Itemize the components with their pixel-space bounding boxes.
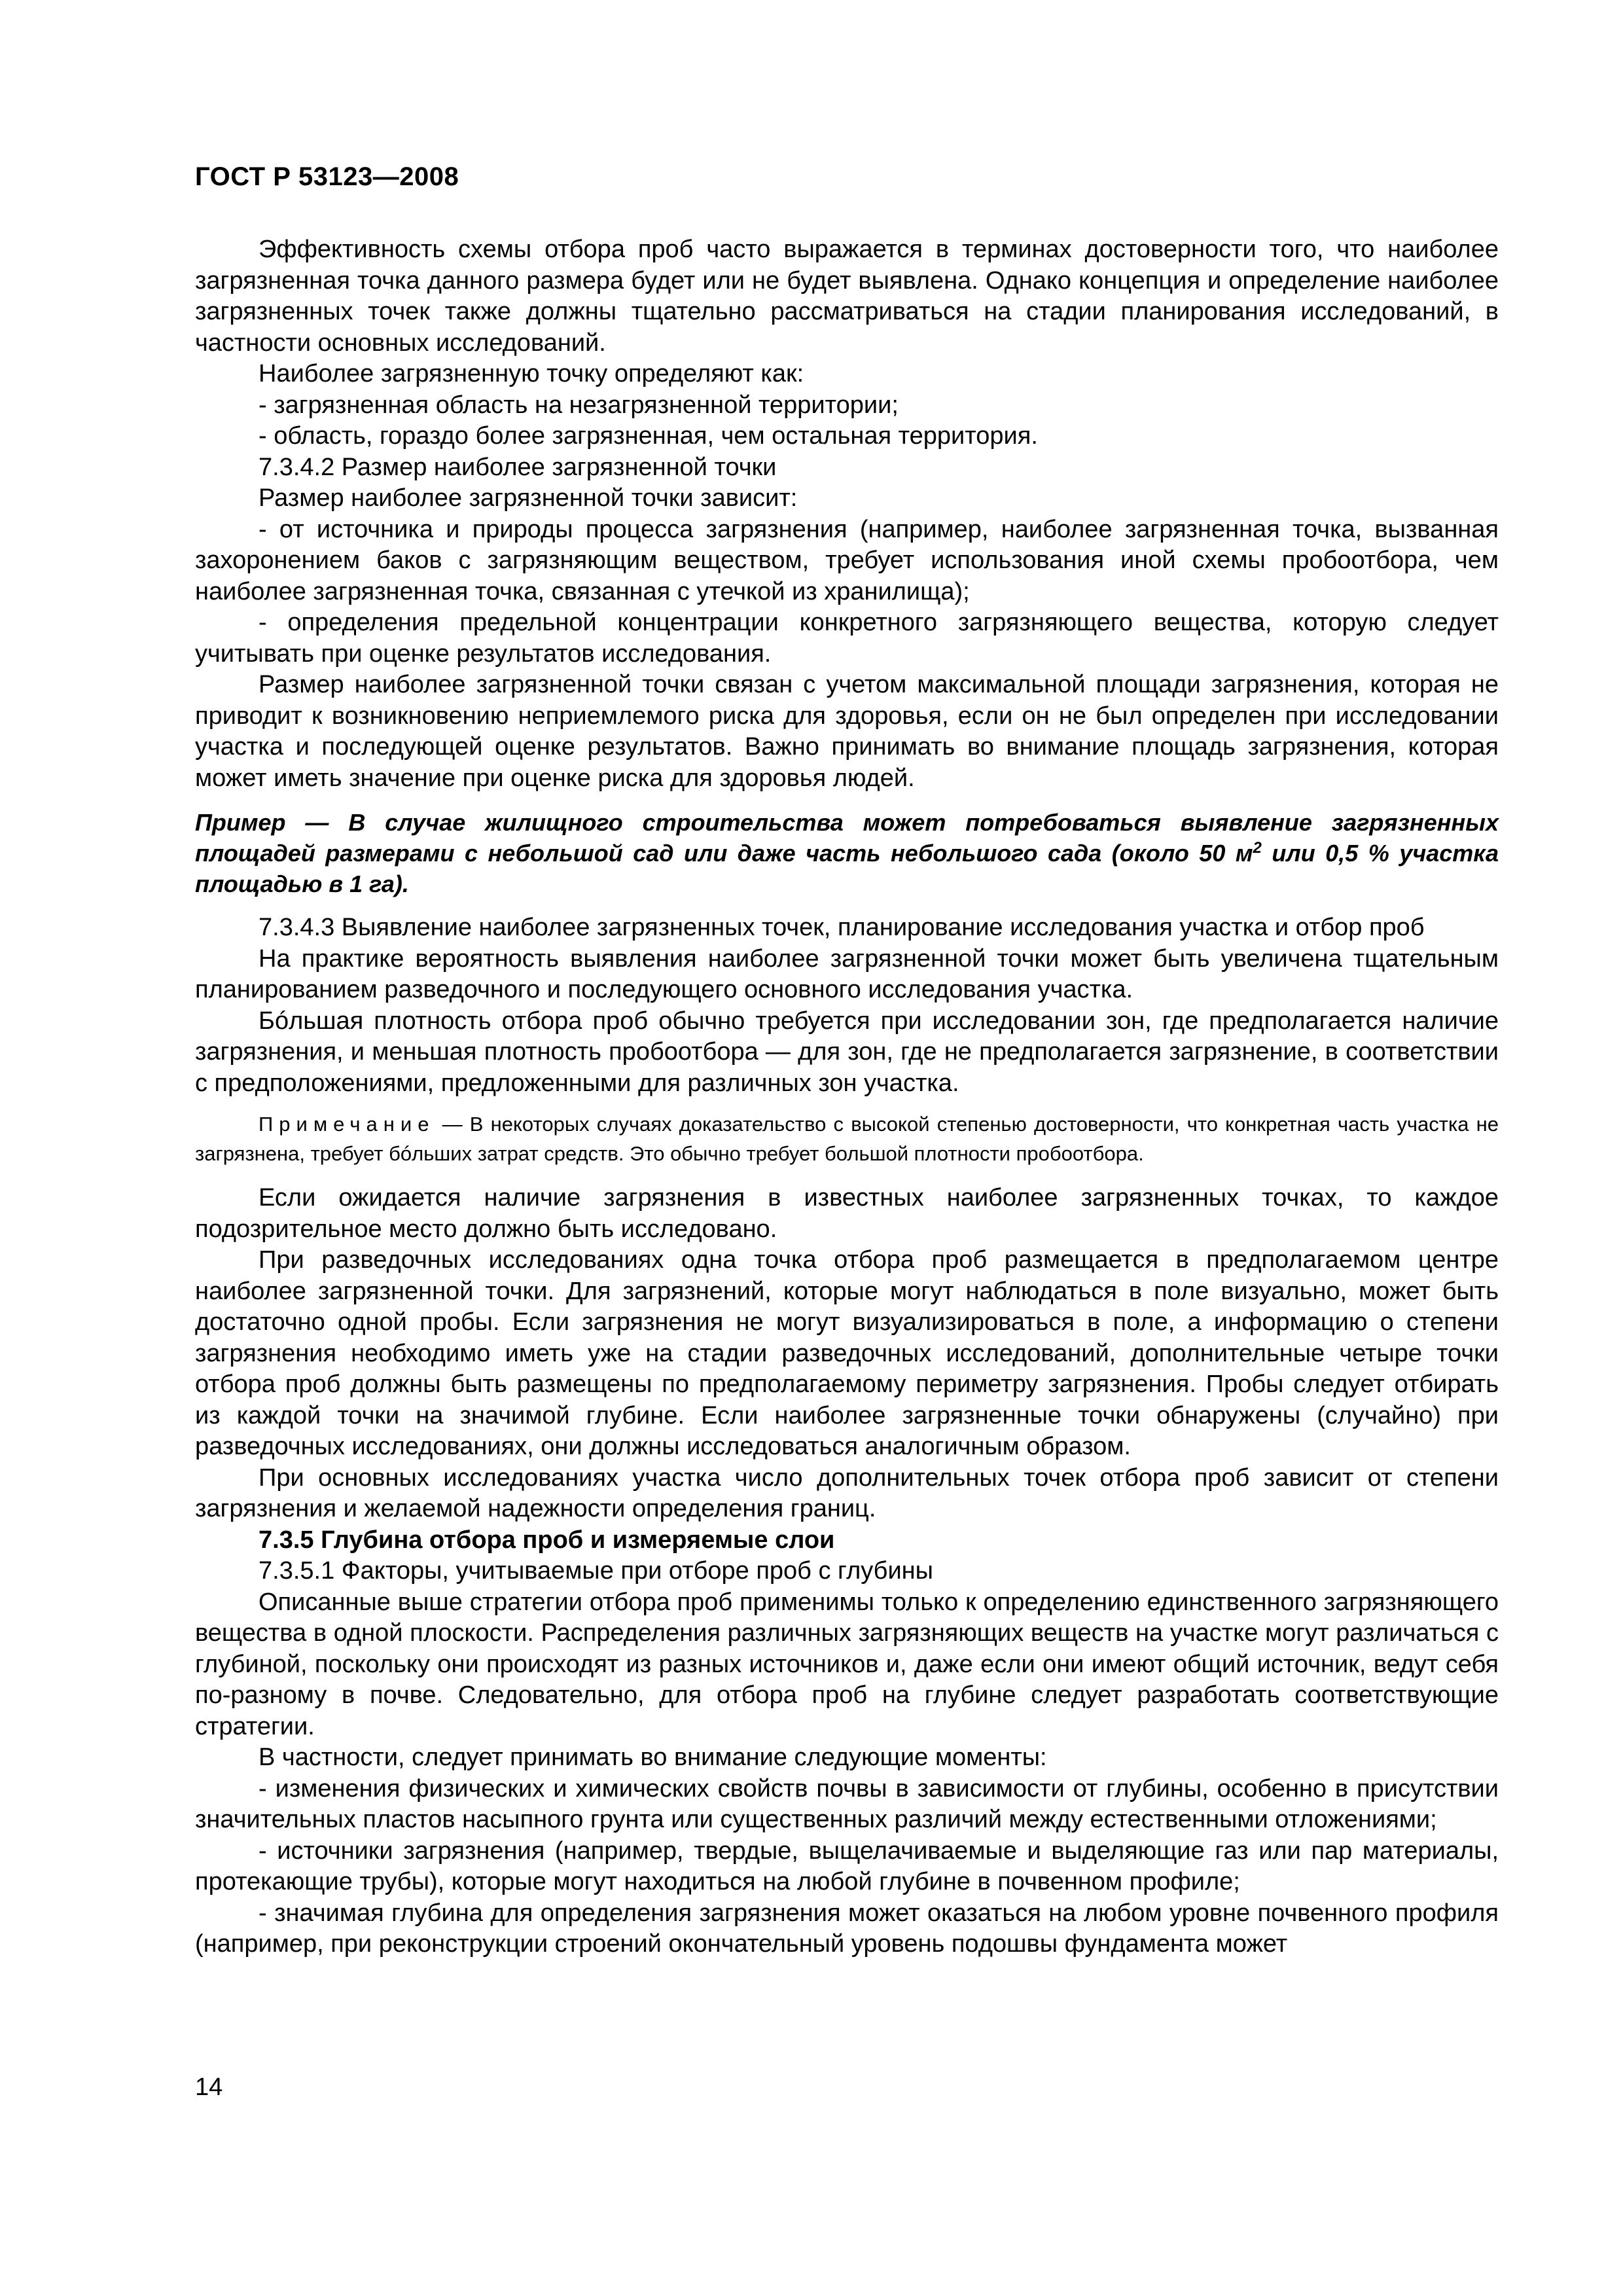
- paragraph: Размер наиболее загрязненной точки связан с учетом максимальной площади загрязнения, которая не приводит к возникновению неприемлемого риска для здоровья, если он не был определен при исследовании участка и последующей оценке результатов. Важно принимать во внимание площадь загрязнения, которая может иметь значение при оценке риска для здоровья людей.: [195, 671, 1499, 792]
- list-item: - определения предельной концентрации конкретного загрязняющего вещества, которую следует учитывать при оценке результатов исследования.: [195, 609, 1499, 668]
- paragraph: Наиболее загрязненную точку определяют как:: [259, 360, 804, 387]
- paragraph: Если ожидается наличие загрязнения в известных наиболее загрязненных точках, то каждое подозрительное место должно быть исследовано.: [195, 1184, 1499, 1243]
- paragraph: Размер наиболее загрязненной точки зависит:: [259, 484, 798, 512]
- clause-heading: 7.3.4.2 Размер наиболее загрязненной точки: [259, 453, 777, 481]
- superscript: 2: [1253, 839, 1262, 857]
- list-item: - от источника и природы процесса загрязнения (например, наиболее загрязненная точка, вызванная захоронением баков с загрязняющим веществом, требует использования иной схемы пробоотбора, чем наиболее загрязненная точка, связанная с утечкой из хранилища);: [195, 515, 1499, 605]
- clause-heading: 7.3.4.3 Выявление наиболее загрязненных точек, планирование исследования участка и отбор проб: [259, 914, 1425, 941]
- section-heading: 7.3.5 Глубина отбора проб и измеряемые слои: [259, 1526, 835, 1554]
- note-label: Примечание: [259, 1113, 435, 1136]
- clause-heading: 7.3.5.1 Факторы, учитываемые при отборе проб с глубины: [259, 1557, 933, 1585]
- paragraph: В частности, следует принимать во внимание следующие моменты:: [259, 1744, 1047, 1771]
- list-item: - область, гораздо более загрязненная, чем остальная территория.: [259, 422, 1038, 450]
- list-item: - значимая глубина для определения загрязнения может оказаться на любом уровне почвенного профиля (например, при реконструкции строений окончательный уровень подошвы фундамента может: [195, 1899, 1499, 1958]
- paragraph: При основных исследованиях участка число дополнительных точек отбора проб зависит от степени загрязнения и желаемой надежности определения границ.: [195, 1463, 1499, 1522]
- paragraph: Эффективность схемы отбора проб часто выражается в терминах достоверности того, что наиболее загрязненная точка данного размера будет или не будет выявлена. Однако концепция и определение наиболее загрязненных точек также должны тщательно рассматриваться на стадии планирования исследований, в частности основных исследований.: [195, 236, 1499, 357]
- example-text-end: или 0,5 % участка площадью в 1 га).: [195, 840, 1499, 897]
- list-item: - загрязненная область на незагрязненной территории;: [259, 391, 899, 419]
- example-text: Пример — В случае жилищного строительства может потребоваться выявление загрязненных площадей размерами с небольшой сад или даже часть небольшого сада (около 50 м: [195, 809, 1499, 867]
- document-body: [195, 234, 1499, 1960]
- note-text: — В некоторых случаях доказательство с высокой степенью достоверности, что конкретная часть участка не загрязнена, требует бóльших затрат средств. Это обычно требует большой плотности пробоотбора.: [195, 1113, 1499, 1165]
- document-header: ГОСТ Р 53123—2008: [195, 162, 459, 191]
- paragraph: Бóльшая плотность отбора проб обычно требуется при исследовании зон, где предполагается наличие загрязнения, и меньшая плотность пробоотбора — для зон, где не предполагается загрязнение, в соответствии с предположениями, предложенными для различных зон участка.: [195, 1007, 1499, 1097]
- list-item: - источники загрязнения (например, твердые, выщелачиваемые и выделяющие газ или пар материалы, протекающие трубы), которые могут находиться на любой глубине в почвенном профиле;: [195, 1837, 1499, 1895]
- paragraph: На практике вероятность выявления наиболее загрязненной точки может быть увеличена тщательным планированием разведочного и последующего основного исследования участка.: [195, 944, 1499, 1003]
- example-paragraph: [195, 807, 1499, 899]
- list-item: - изменения физических и химических свойств почвы в зависимости от глубины, особенно в присутствии значительных пластов насыпного грунта или существенных различий между естественными отложениями;: [195, 1774, 1499, 1833]
- page-number: 14: [195, 2073, 223, 2101]
- paragraph: Описанные выше стратегии отбора проб применимы только к определению единственного загрязняющего вещества в одной плоскости. Распределения различных загрязняющих веществ на участке могут различаться с глубиной, поскольку они происходят из разных источников и, даже если они имеют общий источник, ведут себя по-разному в почве. Следовательно, для отбора проб на глубине следует разработать соответствующие стратегии.: [195, 1588, 1499, 1740]
- paragraph: При разведочных исследованиях одна точка отбора проб размещается в предполагаемом центре наиболее загрязненной точки. Для загрязнений, которые могут наблюдаться в поле визуально, может быть достаточно одной пробы. Если загрязнения не могут визуализироваться в поле, а информацию о степени загрязнения необходимо иметь уже на стадии разведочных исследований, дополнительные четыре точки отбора проб должны быть размещены по предполагаемому периметру загрязнения. Пробы следует отбирать из каждой точки на значимой глубине. Если наиболее загрязненные точки обнаружены (случайно) при разведочных исследованиях, они должны исследоваться аналогичным образом.: [195, 1246, 1499, 1460]
- note-paragraph: [195, 1109, 1499, 1168]
